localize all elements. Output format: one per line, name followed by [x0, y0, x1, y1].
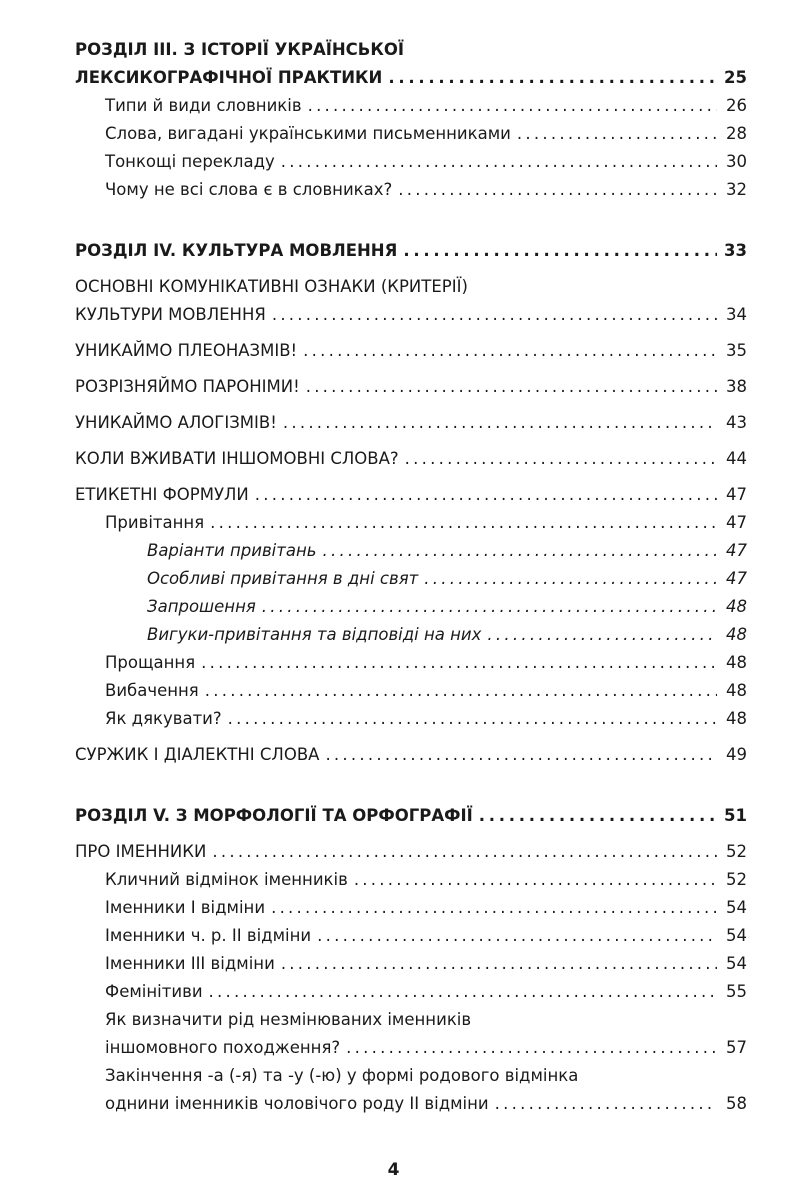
dot-leader [212, 838, 717, 866]
spacer [75, 733, 747, 741]
dot-leader [209, 978, 717, 1006]
toc-entry-title: Слова, вигадані українськими письменниками [105, 124, 511, 143]
toc-entry-title: Як дякувати? [105, 709, 222, 728]
dot-leader [325, 741, 717, 769]
toc-entry-page: 48 [726, 653, 747, 672]
toc-entry-title: СУРЖИК І ДІАЛЕКТНІ СЛОВА [75, 745, 320, 764]
toc-entry [75, 509, 747, 537]
toc-entry-title: Іменники ІІІ відміни [105, 954, 275, 973]
spacer [75, 204, 747, 237]
spacer [75, 769, 747, 802]
toc-entry-title: Запрошення [147, 597, 256, 616]
toc-entry [75, 373, 747, 401]
spacer [75, 329, 747, 337]
toc-entry-title: Фемінітиви [105, 982, 203, 1001]
dot-leader [306, 373, 717, 401]
spacer [75, 265, 747, 273]
dot-leader [517, 120, 717, 148]
spacer [75, 830, 747, 838]
toc-entry-page: 49 [726, 745, 747, 764]
toc-entry [75, 409, 747, 437]
toc-entry-page: 58 [726, 1094, 747, 1113]
spacer [75, 473, 747, 481]
toc-entry-title: іншомовного походження? [105, 1038, 341, 1057]
dot-leader [354, 866, 717, 894]
toc-entry [75, 978, 747, 1006]
toc-entry-title: КУЛЬТУРИ МОВЛЕННЯ [75, 305, 266, 324]
table-of-contents [75, 36, 747, 1118]
dot-leader [262, 593, 717, 621]
toc-entry-page: 38 [726, 377, 747, 396]
toc-entry-page: 28 [726, 124, 747, 143]
toc-entry [75, 649, 747, 677]
spacer [75, 401, 747, 409]
toc-entry [75, 64, 747, 92]
toc-entry-title: Тонкощі перекладу [105, 152, 275, 171]
dot-leader [405, 445, 717, 473]
toc-entry-title: Іменники ч. р. ІІ відміни [105, 926, 312, 945]
dot-leader [388, 64, 717, 92]
toc-entry [75, 120, 747, 148]
toc-entry-title: Привітання [105, 513, 205, 532]
dot-leader [323, 537, 718, 565]
dot-leader [495, 1090, 717, 1118]
toc-entry [75, 894, 747, 922]
toc-entry-page: 52 [726, 842, 747, 861]
toc-entry-page: 47 [726, 485, 747, 504]
toc-entry-title: Варіанти привітань [147, 541, 317, 560]
toc-entry [75, 481, 747, 509]
toc-entry-page: 43 [726, 413, 747, 432]
toc-entry-line: РОЗДІЛ ІІІ. З ІСТОРІЇ УКРАЇНСЬКОЇ [75, 40, 405, 59]
toc-entry-title: КОЛИ ВЖИВАТИ ІНШОМОВНІ СЛОВА? [75, 449, 399, 468]
toc-entry-page: 35 [726, 341, 747, 360]
dot-leader [201, 649, 717, 677]
toc-entry-page: 25 [724, 68, 747, 87]
toc-entry [75, 621, 747, 649]
toc-entry-page: 26 [726, 96, 747, 115]
toc-entry-page: 34 [726, 305, 747, 324]
toc-entry-title: Особливі привітання в дні свят [147, 569, 419, 588]
toc-entry-page: 47 [726, 541, 747, 560]
toc-entry-page: 48 [726, 709, 747, 728]
toc-entry-title: Кличний відмінок іменників [105, 870, 348, 889]
toc-entry-page: 48 [726, 625, 747, 644]
toc-entry-page: 48 [726, 681, 747, 700]
page-number: 4 [387, 1160, 400, 1180]
toc-entry-page: 55 [726, 982, 747, 1001]
dot-leader [303, 337, 717, 365]
toc-entry-title: РОЗРІЗНЯЙМО ПАРОНІМИ! [75, 377, 300, 396]
toc-entry [75, 445, 747, 473]
dot-leader [205, 677, 717, 705]
dot-leader [281, 148, 717, 176]
toc-entry [75, 802, 747, 830]
toc-entry-title: Чому не всі слова є в словниках? [105, 180, 393, 199]
toc-entry [75, 237, 747, 265]
toc-entry-title: Іменники І відміни [105, 898, 266, 917]
toc-entry-page: 54 [726, 954, 747, 973]
toc-entry-title: ЕТИКЕТНІ ФОРМУЛИ [75, 485, 249, 504]
dot-leader [210, 509, 717, 537]
toc-entry [75, 565, 747, 593]
toc-entry-title: РОЗДІЛ ІV. КУЛЬТУРА МОВЛЕННЯ [75, 241, 398, 260]
toc-entry [75, 950, 747, 978]
toc-entry [75, 92, 747, 120]
toc-entry-line: Закінчення -а (-я) та -у (-ю) у формі родового відмінка [105, 1066, 579, 1085]
toc-entry-page: 33 [724, 241, 747, 260]
toc-entry-page: 52 [726, 870, 747, 889]
toc-entry [75, 1090, 747, 1118]
toc-entry [75, 148, 747, 176]
dot-leader [403, 237, 717, 265]
dot-leader [281, 950, 717, 978]
toc-entry-title: Вигуки-привітання та відповіді на них [147, 625, 482, 644]
toc-entry-title: Прощання [105, 653, 196, 672]
toc-entry-title: РОЗДІЛ V. З МОРФОЛОГІЇ ТА ОРФОГРАФІЇ [75, 806, 473, 825]
toc-entry-page: 48 [726, 597, 747, 616]
dot-leader [283, 409, 717, 437]
dot-leader [272, 301, 717, 329]
spacer [75, 365, 747, 373]
toc-entry-page: 47 [726, 569, 747, 588]
toc-entry [75, 838, 747, 866]
toc-entry-line: Як визначити рід незмінюваних іменників [105, 1010, 472, 1029]
dot-leader [317, 922, 717, 950]
toc-entry [75, 922, 747, 950]
toc-entry [75, 593, 747, 621]
toc-entry-line: ОСНОВНІ КОМУНІКАТИВНІ ОЗНАКИ (КРИТЕРІЇ) [75, 277, 468, 296]
toc-entry-title: ЛЕКСИКОГРАФІЧНОЇ ПРАКТИКИ [75, 68, 383, 87]
dot-leader [398, 176, 717, 204]
dot-leader [487, 621, 717, 649]
toc-entry-page: 47 [726, 513, 747, 532]
toc-entry [75, 337, 747, 365]
toc-entry-page: 32 [726, 180, 747, 199]
toc-entry-page: 54 [726, 898, 747, 917]
toc-entry-title: УНИКАЙМО ПЛЕОНАЗМІВ! [75, 341, 298, 360]
toc-entry [75, 741, 747, 769]
dot-leader [424, 565, 717, 593]
toc-entry-page: 44 [726, 449, 747, 468]
toc-entry [75, 176, 747, 204]
dot-leader [255, 481, 717, 509]
dot-leader [271, 894, 717, 922]
toc-entry-title: однини іменників чоловічого роду ІІ відміни [105, 1094, 489, 1113]
toc-entry-page: 54 [726, 926, 747, 945]
toc-entry [75, 301, 747, 329]
toc-entry [75, 705, 747, 733]
toc-entry-title: ПРО ІМЕННИКИ [75, 842, 207, 861]
toc-entry-title: УНИКАЙМО АЛОГІЗМІВ! [75, 413, 277, 432]
toc-entry-title: Типи й види словників [105, 96, 302, 115]
spacer [75, 437, 747, 445]
toc-entry [75, 677, 747, 705]
toc-entry [75, 1034, 747, 1062]
toc-entry-title: Вибачення [105, 681, 199, 700]
dot-leader [346, 1034, 717, 1062]
toc-entry-page: 51 [724, 806, 747, 825]
dot-leader [479, 802, 717, 830]
toc-entry-page: 57 [726, 1038, 747, 1057]
toc-entry [75, 866, 747, 894]
dot-leader [228, 705, 717, 733]
toc-entry-page: 30 [726, 152, 747, 171]
toc-entry [75, 537, 747, 565]
dot-leader [308, 92, 717, 120]
